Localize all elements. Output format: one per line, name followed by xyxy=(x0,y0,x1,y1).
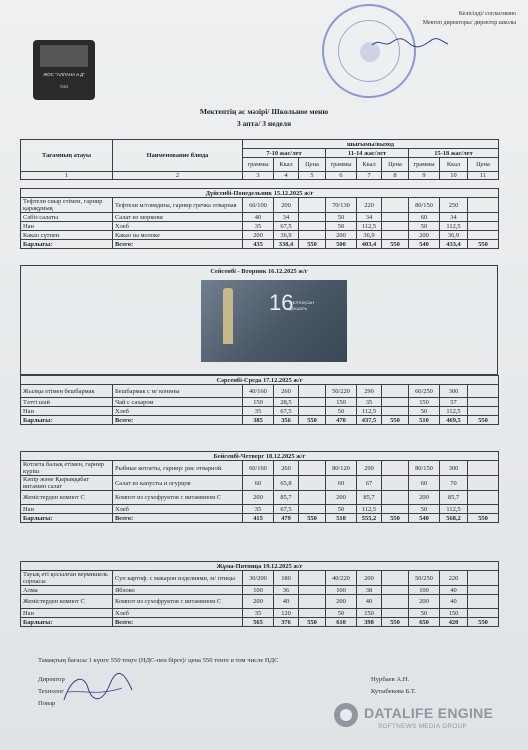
dish-value: 100 xyxy=(243,586,274,595)
column-number: 11 xyxy=(468,172,499,180)
dish-value xyxy=(382,198,409,213)
dish-value: 60 xyxy=(409,476,440,491)
menu-title: Мектептің ас мәзірі/ Школьное меню xyxy=(199,107,329,116)
dish-value: 85,7 xyxy=(440,491,468,505)
total-value: 437,5 xyxy=(357,416,382,425)
dish-value: 112,5 xyxy=(440,407,468,416)
column-number: 6 xyxy=(326,172,357,180)
dish-name-ru: Чай с сахаром xyxy=(113,398,243,407)
table-row xyxy=(21,609,499,618)
dish-value: 300 xyxy=(440,461,468,476)
approval-line: Келісілді/ согласовано xyxy=(458,11,516,17)
dish-value: 200 xyxy=(243,491,274,505)
dish-value: 50 xyxy=(409,222,440,231)
dish-name-kz: Тәтті шәй xyxy=(21,398,113,407)
dish-value: 38 xyxy=(357,586,382,595)
dish-value xyxy=(468,407,499,416)
dish-value: 65,8 xyxy=(274,476,299,491)
dish-value xyxy=(299,595,326,609)
table-row xyxy=(21,461,499,476)
total-value: 550 xyxy=(299,514,326,523)
dish-value: 57 xyxy=(440,398,468,407)
dish-value xyxy=(299,213,326,222)
dish-value: 50 xyxy=(326,407,357,416)
sub-header: Ккал xyxy=(440,158,468,172)
total-value: 356 xyxy=(274,416,299,425)
dish-name-ru: Хлеб xyxy=(113,407,243,416)
dish-name-kz: Нан xyxy=(21,505,113,514)
dish-value: 40 xyxy=(440,586,468,595)
dish-name-kz: Алма xyxy=(21,586,113,595)
dish-name-kz: Жемістерден компот С xyxy=(21,595,113,609)
dish-value: 200 xyxy=(409,231,440,240)
dish-value xyxy=(468,385,499,398)
total-label-kz: Барлығы: xyxy=(21,618,113,627)
dish-value xyxy=(468,461,499,476)
column-number: 4 xyxy=(274,172,299,180)
dish-value xyxy=(382,461,409,476)
dish-value: 200 xyxy=(326,491,357,505)
dish-value xyxy=(299,385,326,398)
total-value: 568,2 xyxy=(440,514,468,523)
dish-value xyxy=(299,231,326,240)
total-value: 550 xyxy=(382,240,409,249)
watermark xyxy=(334,703,524,743)
total-value: 550 xyxy=(382,618,409,627)
dish-value: 50/250 xyxy=(409,571,440,586)
dish-name-kz: Котлета балық етімен, гарнир күріш xyxy=(21,461,113,476)
total-row xyxy=(21,618,499,627)
dish-value: 70/130 xyxy=(326,198,357,213)
col-header-kz: Тағамның атауы xyxy=(21,140,113,172)
poster-text: ДЕКАБРЬ xyxy=(289,306,308,311)
total-value: 479 xyxy=(274,514,299,523)
dish-value: 67 xyxy=(357,476,382,491)
footer-signer: Нурбаев А.Н. xyxy=(371,676,410,683)
total-row xyxy=(21,240,499,249)
total-value: 469,5 xyxy=(440,416,468,425)
column-number: 1 xyxy=(21,172,113,180)
total-label-kz: Барлығы: xyxy=(21,240,113,249)
total-label-ru: Всего: xyxy=(113,514,243,523)
dish-value xyxy=(382,571,409,586)
dish-value: 112,5 xyxy=(357,407,382,416)
dish-value xyxy=(468,609,499,618)
dish-value: 67,5 xyxy=(274,407,299,416)
column-number: 3 xyxy=(243,172,274,180)
total-label-ru: Всего: xyxy=(113,240,243,249)
table-row xyxy=(21,198,499,213)
dish-name-ru: Салат из моркови xyxy=(113,213,243,222)
total-value: 550 xyxy=(299,240,326,249)
dish-value: 85,7 xyxy=(274,491,299,505)
dish-value: 112,5 xyxy=(440,222,468,231)
monument-icon xyxy=(223,288,233,344)
dish-value xyxy=(382,505,409,514)
dish-value xyxy=(299,609,326,618)
dish-value: 220 xyxy=(357,198,382,213)
dish-value: 60 xyxy=(326,476,357,491)
dish-value: 112,5 xyxy=(440,505,468,514)
dish-value: 120 xyxy=(274,609,299,618)
dish-value: 67,5 xyxy=(274,505,299,514)
dish-value xyxy=(468,398,499,407)
dish-value: 35 xyxy=(357,398,382,407)
total-value: 550 xyxy=(299,416,326,425)
dish-value: 260 xyxy=(274,461,299,476)
dish-value: 35 xyxy=(243,505,274,514)
dish-value: 150 xyxy=(243,398,274,407)
dish-value xyxy=(299,461,326,476)
dish-name-ru: Яблоко xyxy=(113,586,243,595)
total-row xyxy=(21,514,499,523)
dish-value: 80/150 xyxy=(409,461,440,476)
dish-value xyxy=(299,222,326,231)
total-value: 403,4 xyxy=(357,240,382,249)
dish-value: 50 xyxy=(409,609,440,618)
logo-text: ЖОС "АЛЛАНА и Д" xyxy=(43,72,85,77)
dish-name-ru: Какао на молоке xyxy=(113,231,243,240)
total-value: 470 xyxy=(326,416,357,425)
dish-value: 100 xyxy=(326,586,357,595)
dish-value xyxy=(468,231,499,240)
dish-value: 150 xyxy=(326,398,357,407)
footer-signature xyxy=(58,670,138,710)
menu-week: 3 апта/ 3 неделя xyxy=(236,119,292,128)
dish-value: 34 xyxy=(274,213,299,222)
total-value: 550 xyxy=(468,514,499,523)
dish-value: 150 xyxy=(440,609,468,618)
day-title-row xyxy=(21,376,499,385)
dish-value xyxy=(468,571,499,586)
column-number: 5 xyxy=(299,172,326,180)
day-title: Жұма-Пятница 19.12.2025 ж/г xyxy=(21,562,499,571)
dish-value xyxy=(299,398,326,407)
sub-header: граммы xyxy=(243,158,274,172)
dish-value: 250 xyxy=(440,198,468,213)
table-row xyxy=(21,385,499,398)
dish-value: 50 xyxy=(326,505,357,514)
dish-value: 40 xyxy=(440,595,468,609)
price-note: Тамақтың бағасы 1 күнге 550 теңге (НДС-пен бірге)/ цена 550 тенге в том числе НДС xyxy=(38,657,279,664)
menu-header-table xyxy=(20,139,499,180)
dish-value: 150 xyxy=(357,609,382,618)
dish-value xyxy=(382,385,409,398)
watermark-logo-icon xyxy=(334,703,358,727)
dish-value: 100 xyxy=(409,586,440,595)
column-number: 8 xyxy=(382,172,409,180)
holiday-poster-image xyxy=(201,280,347,362)
dish-value: 60/100 xyxy=(243,198,274,213)
dish-name-kz: Тауық еті қосылған вермишель сорпасы xyxy=(21,571,113,586)
dish-value: 36,9 xyxy=(274,231,299,240)
dish-value: 60/250 xyxy=(409,385,440,398)
sub-header: Цена xyxy=(299,158,326,172)
dish-value: 300 xyxy=(440,385,468,398)
approval-line: Мектеп директоры/ директор школы xyxy=(422,19,516,26)
sub-header: Цена xyxy=(382,158,409,172)
dish-value xyxy=(382,398,409,407)
total-value: 510 xyxy=(326,514,357,523)
day-table-thursday xyxy=(20,451,499,523)
dish-name-kz: Жемістерден компот С xyxy=(21,491,113,505)
dish-value: 200 xyxy=(326,231,357,240)
director-signature xyxy=(370,36,450,50)
table-row xyxy=(21,231,499,240)
poster-number: 16 xyxy=(269,290,294,315)
table-row xyxy=(21,222,499,231)
column-number-row xyxy=(21,172,499,180)
table-row xyxy=(21,595,499,609)
dish-value: 60 xyxy=(243,476,274,491)
table-row xyxy=(21,476,499,491)
total-value: 376 xyxy=(274,618,299,627)
dish-name-ru: Хлеб xyxy=(113,222,243,231)
dish-value: 70 xyxy=(440,476,468,491)
day-table-wednesday xyxy=(20,375,499,425)
total-value: 650 xyxy=(409,618,440,627)
dish-value xyxy=(468,213,499,222)
dish-value: 200 xyxy=(409,491,440,505)
dish-value xyxy=(382,407,409,416)
column-number: 7 xyxy=(357,172,382,180)
total-label-ru: Всего: xyxy=(113,416,243,425)
footer-role: Повар xyxy=(38,700,56,707)
total-value: 420 xyxy=(440,618,468,627)
logo-subtext: ТОО xyxy=(59,84,69,89)
total-value: 540 xyxy=(409,514,440,523)
dish-value: 35 xyxy=(243,407,274,416)
dish-value xyxy=(382,491,409,505)
dish-value: 40/160 xyxy=(243,385,274,398)
dish-value: 40 xyxy=(357,595,382,609)
dish-value xyxy=(299,571,326,586)
dish-name-ru: Суп картоф. с макарон изделиями, м/ птицы xyxy=(113,571,243,586)
dish-value: 60/160 xyxy=(243,461,274,476)
table-row xyxy=(21,586,499,595)
total-row xyxy=(21,416,499,425)
dish-value xyxy=(382,595,409,609)
dish-value: 30/200 xyxy=(243,571,274,586)
dish-value: 36,9 xyxy=(440,231,468,240)
total-value: 435 xyxy=(243,240,274,249)
total-value: 398 xyxy=(357,618,382,627)
dish-value xyxy=(468,505,499,514)
day-table-friday xyxy=(20,561,499,627)
dish-value: 80/120 xyxy=(326,461,357,476)
dish-value: 112,5 xyxy=(357,222,382,231)
dish-value: 35 xyxy=(243,222,274,231)
dish-value: 220 xyxy=(440,571,468,586)
total-value: 510 xyxy=(409,416,440,425)
total-value: 338,4 xyxy=(274,240,299,249)
dish-value: 260 xyxy=(274,385,299,398)
table-row xyxy=(21,398,499,407)
dish-name-kz: Нан xyxy=(21,609,113,618)
day-table-monday xyxy=(20,188,499,249)
dish-value: 50 xyxy=(409,505,440,514)
dish-value xyxy=(468,595,499,609)
dish-name-ru: Хлеб xyxy=(113,609,243,618)
sub-header: граммы xyxy=(409,158,440,172)
watermark-brand: DATALIFE ENGINE xyxy=(364,705,494,721)
dish-value xyxy=(468,198,499,213)
column-number: 10 xyxy=(440,172,468,180)
dish-name-kz: Нан xyxy=(21,407,113,416)
table-row xyxy=(21,505,499,514)
dish-value: 40 xyxy=(274,595,299,609)
dish-value xyxy=(299,198,326,213)
dish-value: 50 xyxy=(326,222,357,231)
total-value: 550 xyxy=(299,618,326,627)
total-value: 385 xyxy=(243,416,274,425)
dish-value: 40 xyxy=(243,213,274,222)
dish-name-kz: Сәбіз салаты xyxy=(21,213,113,222)
footer-role: Директор xyxy=(38,676,65,683)
total-value: 500 xyxy=(326,240,357,249)
dish-value: 290 xyxy=(357,461,382,476)
dish-value: 34 xyxy=(440,213,468,222)
dish-value: 150 xyxy=(409,398,440,407)
watermark-tagline: SOFTNEWS MEDIA GROUP xyxy=(378,723,468,730)
dish-value xyxy=(468,476,499,491)
total-value: 550 xyxy=(382,416,409,425)
sub-header: Ккал xyxy=(357,158,382,172)
dish-name-kz: Жылқы етімен бешбармак xyxy=(21,385,113,398)
total-value: 550 xyxy=(468,240,499,249)
dish-name-kz: Нан xyxy=(21,222,113,231)
dish-name-ru: Рыбные котлеты, гарнир: рис отварной. xyxy=(113,461,243,476)
dish-value: 36,9 xyxy=(357,231,382,240)
dish-name-kz: Тефтели сиыр етімен, гарнир қарақұмық xyxy=(21,198,113,213)
total-value: 550 xyxy=(382,514,409,523)
total-value: 565 xyxy=(243,618,274,627)
dish-name-ru: Компот из сухофруктов с витамином С xyxy=(113,595,243,609)
age-group-header: 15-18 жас/лет xyxy=(409,149,499,158)
dish-value xyxy=(382,609,409,618)
dish-value xyxy=(468,586,499,595)
total-value: 555,2 xyxy=(357,514,382,523)
dish-value: 60 xyxy=(409,213,440,222)
dish-value: 34 xyxy=(357,213,382,222)
poster-text: ЖЕЛТОҚСАН xyxy=(289,300,315,305)
dish-value: 200 xyxy=(326,595,357,609)
dish-name-ru: Хлеб xyxy=(113,505,243,514)
total-label-ru: Всего: xyxy=(113,618,243,627)
total-value: 610 xyxy=(326,618,357,627)
col-header-ru: Наименование блюда xyxy=(113,140,243,172)
dish-name-kz: Кәпір және Қырыққабат витамин салат xyxy=(21,476,113,491)
age-group-header: 11-14 жас/лет xyxy=(326,149,409,158)
total-value: 550 xyxy=(468,618,499,627)
company-logo xyxy=(33,40,95,100)
dish-value xyxy=(299,407,326,416)
day-title-row xyxy=(21,452,499,461)
dish-value: 85,7 xyxy=(357,491,382,505)
dish-value xyxy=(299,505,326,514)
dish-value xyxy=(468,491,499,505)
dish-value xyxy=(299,491,326,505)
dish-value: 36 xyxy=(274,586,299,595)
dish-name-ru: Салат из капусты и огурцов xyxy=(113,476,243,491)
dish-value xyxy=(299,476,326,491)
dish-value xyxy=(382,476,409,491)
day-title: Сейсенбі - Вторник 16.12.2025 ж/г xyxy=(210,268,308,275)
dish-value: 290 xyxy=(357,385,382,398)
yield-header: шығымы/выход xyxy=(243,140,499,149)
dish-value: 28,5 xyxy=(274,398,299,407)
table-row xyxy=(21,571,499,586)
day-title-row xyxy=(21,189,499,198)
dish-value: 50 xyxy=(326,213,357,222)
total-value: 550 xyxy=(468,416,499,425)
round-stamp-icon xyxy=(322,4,416,98)
total-value: 540 xyxy=(409,240,440,249)
day-title: Дүйсенбі-Понедельник 15.12.2025 ж/г xyxy=(21,189,499,198)
total-value: 433,4 xyxy=(440,240,468,249)
dish-name-ru: Тефтели м/говядина, гарнир гречка отварная xyxy=(113,198,243,213)
dish-name-ru: Компот из сухофруктов с витамином С xyxy=(113,491,243,505)
dish-value: 200 xyxy=(243,231,274,240)
sub-header: Ккал xyxy=(274,158,299,172)
day-title: Сәрсенбі-Среда 17.12.2025 ж/г xyxy=(21,376,499,385)
dish-name-kz: Какао сүтпен xyxy=(21,231,113,240)
column-number: 2 xyxy=(113,172,243,180)
dish-value xyxy=(382,222,409,231)
dish-value: 50/220 xyxy=(326,385,357,398)
dish-value: 200 xyxy=(357,571,382,586)
dish-value: 35 xyxy=(243,609,274,618)
dish-value xyxy=(382,213,409,222)
footer-role: Технолог xyxy=(38,688,64,695)
dish-value: 50 xyxy=(409,407,440,416)
table-row xyxy=(21,407,499,416)
sub-header: Цена xyxy=(468,158,499,172)
dish-value: 112,5 xyxy=(357,505,382,514)
dish-value xyxy=(382,586,409,595)
dish-value: 67,5 xyxy=(274,222,299,231)
total-label-kz: Барлығы: xyxy=(21,416,113,425)
age-group-header: 7-10 жас/лет xyxy=(243,149,326,158)
dish-value xyxy=(382,231,409,240)
table-row xyxy=(21,491,499,505)
day-title: Бейсенбі-Четверг 18.12.2025 ж/г xyxy=(21,452,499,461)
dish-value: 200 xyxy=(274,198,299,213)
total-label-kz: Барлығы: xyxy=(21,514,113,523)
dish-value: 50 xyxy=(326,609,357,618)
day-title-row xyxy=(21,562,499,571)
dish-value: 40/220 xyxy=(326,571,357,586)
dish-value xyxy=(468,222,499,231)
table-row xyxy=(21,213,499,222)
dish-value: 80/150 xyxy=(409,198,440,213)
sub-header: граммы xyxy=(326,158,357,172)
dish-value xyxy=(299,586,326,595)
footer-signer: Кутыбекова Б.Т. xyxy=(371,688,416,695)
total-value: 415 xyxy=(243,514,274,523)
dish-name-ru: Бешбармак с м/ конины xyxy=(113,385,243,398)
dish-value: 200 xyxy=(243,595,274,609)
dish-value: 200 xyxy=(409,595,440,609)
dish-value: 180 xyxy=(274,571,299,586)
column-number: 9 xyxy=(409,172,440,180)
